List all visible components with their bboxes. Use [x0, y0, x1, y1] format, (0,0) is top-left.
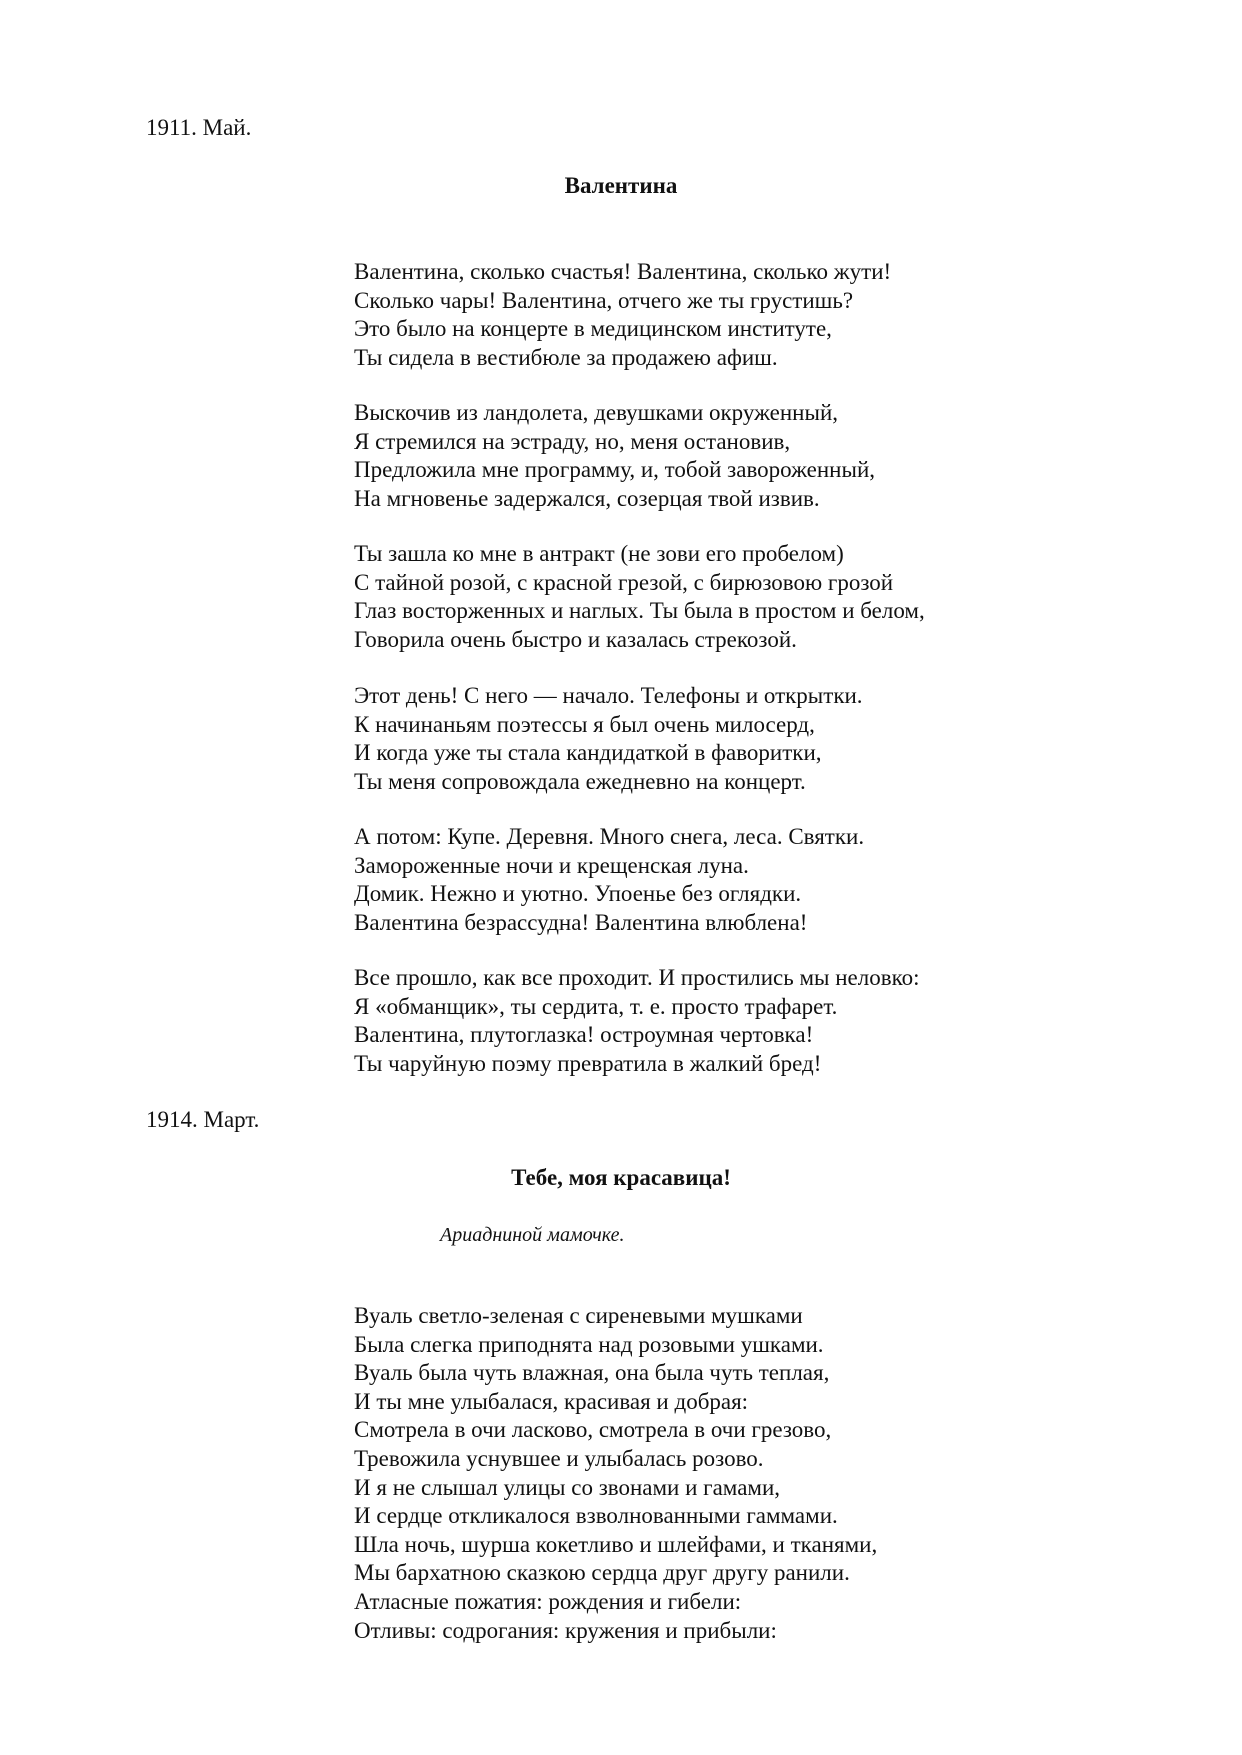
poem-line: Я стремился на эстраду, но, меня остановив, [354, 428, 791, 454]
poem-line: Была слегка приподнята над розовыми ушками. [354, 1331, 824, 1357]
poem-line: К начинаньям поэтессы я был очень милосерд, [354, 711, 815, 737]
poem-line: И сердце откликалося взволнованными гаммами. [354, 1503, 838, 1529]
poem1-date: 1911. Май. [146, 115, 252, 140]
poem-line: Глаз восторженных и наглых. Ты была в простом и белом, [354, 598, 925, 624]
poem-line: Предложила мне программу, и, тобой завороженный, [354, 457, 876, 483]
poem-line: Выскочив из ландолета, девушками окруженный, [354, 400, 838, 425]
poem-line: Валентина безрассудна! Валентина влюблена! [354, 909, 808, 935]
poem-line: Отливы: содрогания: кружения и прибыли: [354, 1617, 777, 1643]
poem-line: Вуаль была чуть влажная, она была чуть теплая, [354, 1360, 830, 1386]
poem-line: Вуаль светло-зеленая с сиреневыми мушками [354, 1303, 803, 1328]
poem-line: И я не слышал улицы со звонами и гамами, [354, 1474, 781, 1500]
poem1-stanza-5 [354, 823, 864, 937]
poem-line: Тревожила уснувшее и улыбалась розово. [354, 1445, 764, 1471]
poem2-date: 1914. Март. [146, 1107, 260, 1132]
poem-line: И когда уже ты стала кандидаткой в фаворитки, [354, 740, 822, 766]
poem1-stanza-2 [354, 399, 875, 513]
poem-line: Ты меня сопровождала ежедневно на концерт. [354, 768, 806, 794]
poem-line: Шла ночь, шурша кокетливо и шлейфами, и тканями, [354, 1531, 878, 1557]
poem-line: Это было на концерте в медицинском институте, [354, 316, 832, 342]
poem-line: С тайной розой, с красной грезой, с бирюзовою грозой [354, 569, 894, 595]
poem2-body [354, 1302, 877, 1645]
poem1-stanza-3 [354, 540, 925, 654]
poem-line: А потом: Купе. Деревня. Много снега, леса. Святки. [354, 824, 865, 849]
poem-line: Ты чаруйную поэму превратила в жалкий бред! [354, 1050, 822, 1076]
poem2-title: Тебе, моя красавица! [511, 1165, 731, 1190]
poem-line: Замороженные ночи и крещенская луна. [354, 852, 749, 878]
poem-line: Этот день! С него — начало. Телефоны и открытки. [354, 683, 863, 708]
poem-line: Домик. Нежно и уютно. Упоенье без оглядки. [354, 881, 802, 907]
poem-line: Ты зашла ко мне в антракт (не зови его пробелом) [354, 541, 844, 566]
poem-line: Все прошло, как все проходит. И простились мы неловко: [354, 965, 920, 990]
poem-line: И ты мне улыбалася, красивая и добрая: [354, 1388, 749, 1414]
poem2-dedication: Ариадниной мамочке. [440, 1224, 625, 1246]
poem1-title: Валентина [564, 173, 678, 198]
poem-line: Сколько чары! Валентина, отчего же ты грустишь? [354, 287, 854, 313]
poem-line: Смотрела в очи ласково, смотрела в очи грезово, [354, 1417, 832, 1443]
poem1-stanza-6 [354, 964, 920, 1078]
poem-line: Атласные пожатия: рождения и гибели: [354, 1588, 742, 1614]
poem-line: Мы бархатною сказкою сердца друг другу ранили. [354, 1560, 850, 1586]
poem-line: Ты сидела в вестибюле за продажею афиш. [354, 344, 778, 370]
poem-line: Валентина, сколько счастья! Валентина, сколько жути! [354, 259, 892, 284]
poem-line: Я «обманщик», ты сердита, т. е. просто трафарет. [354, 993, 838, 1019]
poem-line: Говорила очень быстро и казалась стрекозой. [354, 626, 797, 652]
poem1-stanza-4 [354, 682, 863, 796]
poem1-stanza-1 [354, 258, 891, 372]
poem-line: На мгновенье задержался, созерцая твой извив. [354, 485, 820, 511]
poem-line: Валентина, плутоглазка! остроумная чертовка! [354, 1022, 814, 1048]
